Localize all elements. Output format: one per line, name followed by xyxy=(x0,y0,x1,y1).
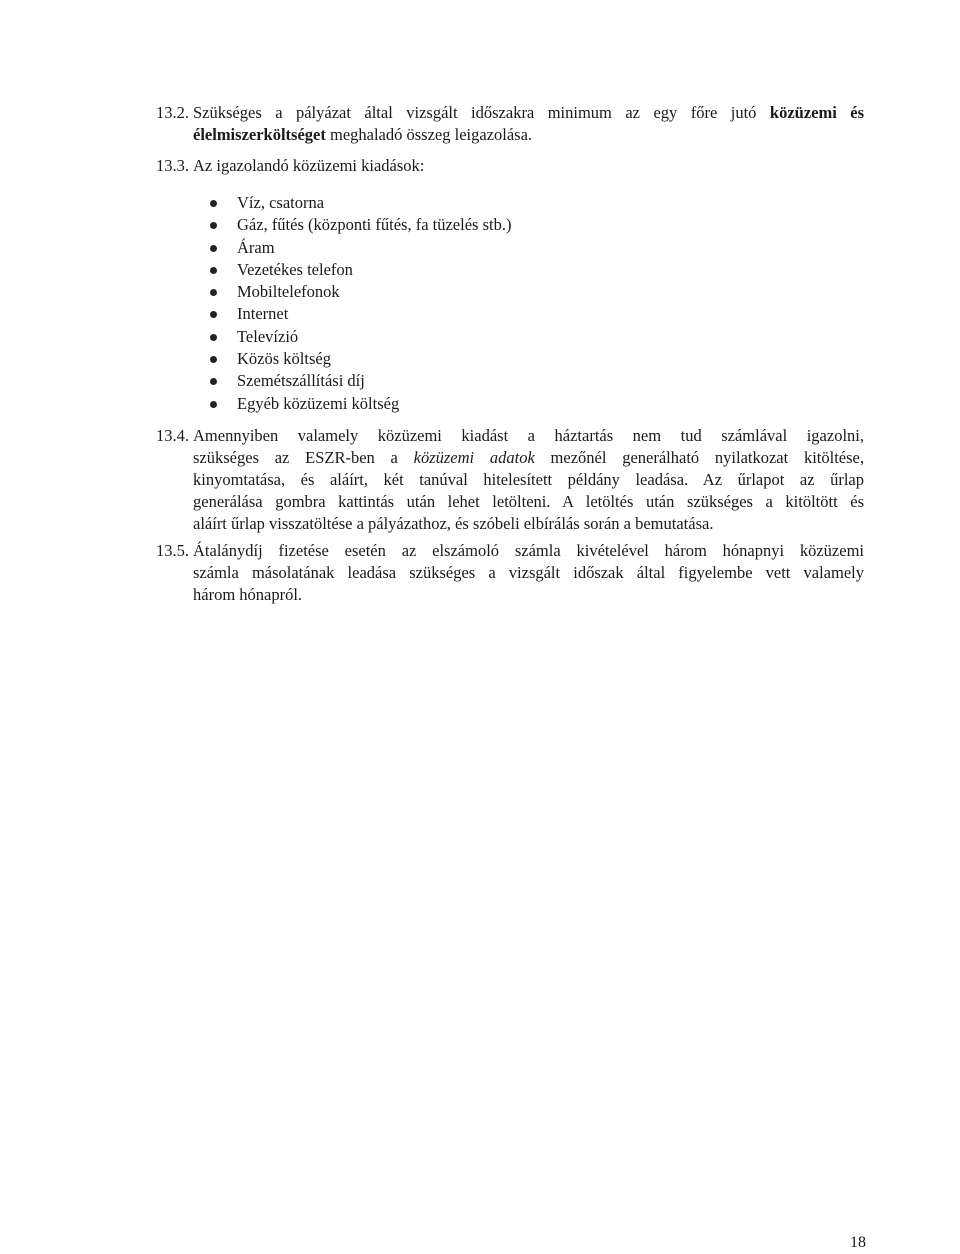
list-item: Áram xyxy=(208,237,511,259)
paragraph-line: aláírt űrlap visszatöltése a pályázathoz, és szóbeli elbírálás során a bemutatása. xyxy=(193,514,714,533)
list-item: Közös költség xyxy=(208,348,511,370)
utility-expenses-list xyxy=(208,192,511,415)
bullet-icon xyxy=(210,245,217,252)
section-number: 13.2. xyxy=(156,103,189,122)
paragraph-line: generálása gombra kattintás után lehet letölteni. A letöltés után szükséges a kitöltött és xyxy=(193,492,864,511)
paragraph-line: számla másolatának leadása szükséges a vizsgált időszak által figyelembe vett valamely xyxy=(193,563,864,582)
page-number: 18 xyxy=(850,1234,866,1251)
list-item: Mobiltelefonok xyxy=(208,281,511,303)
list-item: Gáz, fűtés (központi fűtés, fa tüzelés stb.) xyxy=(208,214,511,236)
bullet-icon xyxy=(210,401,217,408)
list-item: Víz, csatorna xyxy=(208,192,511,214)
section-13-2 xyxy=(156,102,864,146)
text-run: mezőnél generálható nyilatkozat kitöltése, xyxy=(534,448,864,467)
list-item: Egyéb közüzemi költség xyxy=(208,393,511,415)
section-heading: Az igazolandó közüzemi kiadások: xyxy=(193,156,425,175)
bullet-icon xyxy=(210,356,217,363)
list-item: Televízió xyxy=(208,326,511,348)
bold-text: élelmiszerköltséget xyxy=(193,125,326,144)
italic-text: közüzemi adatok xyxy=(413,448,535,467)
bullet-icon xyxy=(210,222,217,229)
bullet-icon xyxy=(210,289,217,296)
section-number: 13.5. xyxy=(156,541,189,560)
bullet-icon xyxy=(210,378,217,385)
paragraph-line: három hónapról. xyxy=(193,585,303,604)
paragraph-line: Átalánydíj fizetése esetén az elszámoló számla kivételével három hónapnyi közüzemi xyxy=(193,541,864,560)
bullet-icon xyxy=(210,267,217,274)
paragraph-line: kinyomtatása, és aláírt, két tanúval hitelesített példány leadása. Az űrlapot az űrlap xyxy=(193,470,864,489)
bullet-icon xyxy=(210,334,217,341)
section-number: 13.3. xyxy=(156,156,189,175)
bullet-icon xyxy=(210,311,217,318)
section-13-3 xyxy=(156,155,864,177)
paragraph-line xyxy=(193,447,864,469)
list-item: Vezetékes telefon xyxy=(208,259,511,281)
list-item: Internet xyxy=(208,303,511,325)
list-item: Szemétszállítási díj xyxy=(208,370,511,392)
bold-text: közüzemi és xyxy=(769,103,864,122)
bullet-icon xyxy=(210,200,217,207)
paragraph-line xyxy=(193,102,864,124)
section-13-5 xyxy=(156,540,864,606)
section-number: 13.4. xyxy=(156,426,189,445)
text-run: meghaladó összeg leigazolása. xyxy=(325,125,533,144)
text-run: szükséges az ESZR-ben a xyxy=(193,448,414,467)
text-run: Szükséges a pályázat által vizsgált időszakra minimum az egy főre jutó xyxy=(193,103,770,122)
paragraph-line xyxy=(193,124,864,146)
section-13-4 xyxy=(156,425,864,535)
paragraph-line: Amennyiben valamely közüzemi kiadást a háztartás nem tud számlával igazolni, xyxy=(193,426,864,445)
